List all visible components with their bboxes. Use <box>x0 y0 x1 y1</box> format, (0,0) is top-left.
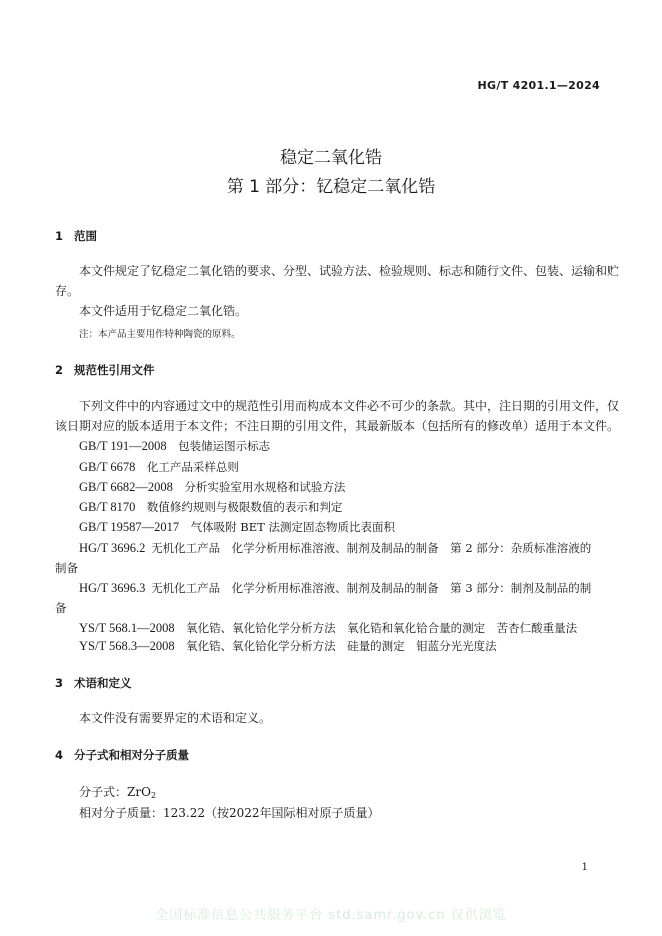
scope-note: 注：本产品主要用作特种陶瓷的原料。 <box>79 329 241 340</box>
reference-item <box>79 580 591 596</box>
formula-label: 分子式： <box>79 785 128 799</box>
reference-item <box>79 479 345 495</box>
reference-item <box>79 638 497 654</box>
section-3-heading <box>55 675 132 691</box>
relative-molecular-mass: 相对分子质量：123.22（按2022年国际相对原子质量） <box>79 806 380 820</box>
section-number: 4 <box>55 748 64 762</box>
reference-title: 气体吸附 BET 法测定固态物质比表面积 <box>190 520 395 534</box>
page-number: 1 <box>581 862 588 873</box>
document-subtitle: 第 1 部分：钇稳定二氧化锆 <box>226 177 436 197</box>
reference-item <box>79 519 395 535</box>
section-number: 3 <box>55 676 64 690</box>
section-title: 范围 <box>74 229 97 243</box>
scope-paragraph-line2: 存。 <box>55 284 80 298</box>
molecular-formula <box>79 784 156 804</box>
standard-code: HG/T 4201.1—2024 <box>477 79 600 92</box>
formula-subscript: 2 <box>150 791 157 800</box>
reference-item <box>79 620 577 636</box>
reference-title: 包装储运图示标志 <box>178 439 271 453</box>
section-title: 规范性引用文件 <box>74 363 155 377</box>
reference-item <box>79 540 591 556</box>
scope-applicability: 本文件适用于钇稳定二氧化锆。 <box>79 304 248 318</box>
reference-code: GB/T 6682—2008 <box>79 480 173 494</box>
terms-paragraph: 本文件没有需要界定的术语和定义。 <box>79 711 272 725</box>
reference-title: 无机化工产品 化学分析用标准溶液、制剂及制品的制备 第 3 部分：制剂及制品的制 <box>151 581 592 595</box>
section-title: 术语和定义 <box>74 676 132 690</box>
reference-item <box>79 459 239 475</box>
reference-title: 数值修约规则与极限数值的表示和判定 <box>146 500 343 514</box>
document-title: 稳定二氧化锆 <box>280 148 382 168</box>
reference-title: 化工产品采样总则 <box>146 460 239 474</box>
watermark: 全国标准信息公共服务平台 std.samr.gov.cn 仅供浏览 <box>155 908 507 923</box>
reference-item <box>79 438 270 454</box>
reference-item-continuation: 制备 <box>55 561 78 575</box>
references-intro-line1: 下列文件中的内容通过文中的规范性引用而构成本文件必不可少的条款。其中，注日期的引用文件，仅 <box>79 399 620 413</box>
reference-title: 氧化锆、氧化铪化学分析方法 硅量的测定 钼蓝分光光度法 <box>186 639 497 653</box>
section-4-heading <box>55 747 189 763</box>
section-1-heading <box>55 228 97 244</box>
section-title: 分子式和相对分子质量 <box>74 748 189 762</box>
reference-code: HG/T 3696.2 <box>79 541 146 555</box>
reference-code: HG/T 3696.3 <box>79 581 146 595</box>
reference-code: GB/T 191—2008 <box>79 439 167 453</box>
references-intro-line2: 该日期对应的版本适用于本文件；不注日期的引用文件，其最新版本（包括所有的修改单）适用于本文件。 <box>55 419 620 433</box>
reference-code: GB/T 6678 <box>79 460 136 474</box>
reference-title: 氧化锆、氧化铪化学分析方法 氧化锆和氧化铪合量的测定 苦杏仁酸重量法 <box>186 621 578 635</box>
reference-item <box>79 499 342 515</box>
section-number: 2 <box>55 363 64 377</box>
reference-code: GB/T 8170 <box>79 500 136 514</box>
reference-code: YS/T 568.3—2008 <box>79 639 175 653</box>
section-number: 1 <box>55 229 64 243</box>
reference-title: 无机化工产品 化学分析用标准溶液、制剂及制品的制备 第 2 部分：杂质标准溶液的 <box>151 541 592 555</box>
section-2-heading <box>55 362 155 378</box>
reference-title: 分析实验室用水规格和试验方法 <box>184 480 346 494</box>
scope-paragraph-line1: 本文件规定了钇稳定二氧化锆的要求、分型、试验方法、检验规则、标志和随行文件、包装、运输和贮 <box>79 264 620 278</box>
formula-value: ZrO <box>127 785 151 799</box>
reference-item-continuation: 备 <box>55 601 67 615</box>
reference-code: GB/T 19587—2017 <box>79 520 180 534</box>
reference-code: YS/T 568.1—2008 <box>79 621 175 635</box>
